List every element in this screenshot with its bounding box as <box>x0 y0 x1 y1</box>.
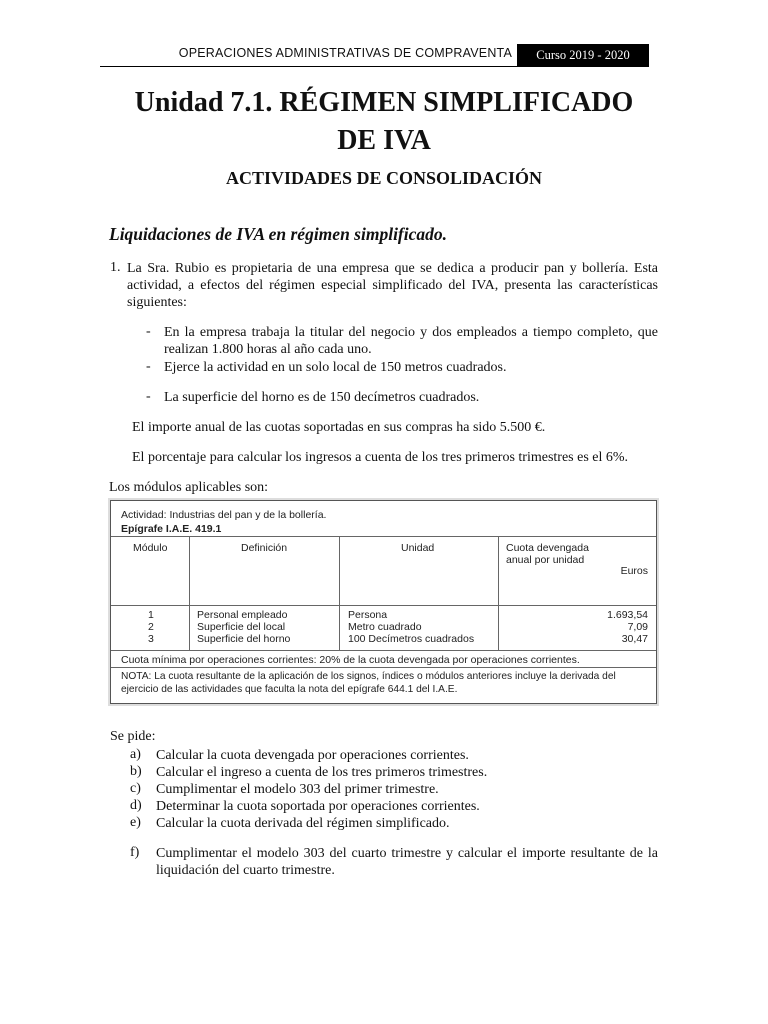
modules-intro: Los módulos aplicables son: <box>109 480 269 495</box>
table-cell-definicion: Superficie del horno <box>197 633 291 645</box>
column-header-euros: Euros <box>620 565 648 577</box>
bullet-mark: - <box>146 324 151 339</box>
column-divider <box>189 536 190 650</box>
exercise-intro: La Sra. Rubio es propietaria de una empresa que se dedica a producir pan y bollería. Esta actividad, a efectos del régimen especial simplificado del IVA, presenta las características siguientes: <box>127 261 658 310</box>
table-activity: Actividad: Industrias del pan y de la bollería. <box>121 509 327 521</box>
bullet-item: En la empresa trabaja la titular del negocio y dos empleados a tiempo completo, que realizan 1.800 horas al año cada uno. <box>164 325 658 357</box>
table-divider <box>111 650 656 651</box>
header-course-year: Curso 2019 - 2020 <box>517 44 649 67</box>
table-cell-cuota: 7,09 <box>627 621 648 633</box>
task-label: e) <box>130 815 141 830</box>
page-title <box>100 84 668 160</box>
table-cell-modulo: 1 <box>148 609 154 621</box>
page-header <box>100 44 649 67</box>
table-cell-unidad: Metro cuadrado <box>348 621 422 633</box>
table-cell-modulo: 3 <box>148 633 154 645</box>
task-text: Cumplimentar el modelo 303 del cuarto trimestre y calcular el importe resultante de la liquidación del cuarto trimestre. <box>156 846 658 878</box>
column-divider <box>339 536 340 650</box>
task-text: Determinar la cuota soportada por operaciones corrientes. <box>156 799 480 814</box>
bullet-mark: - <box>146 359 151 374</box>
table-note-line-2: ejercicio de las actividades que faculta la nota del epígrafe 644.1 del I.A.E. <box>121 684 458 695</box>
table-epigraph: Epígrafe I.A.E. 419.1 <box>121 523 222 535</box>
tasks-intro: Se pide: <box>110 729 156 744</box>
modules-table <box>110 500 657 704</box>
task-text: Calcular la cuota devengada por operaciones corrientes. <box>156 748 469 763</box>
table-cell-unidad: Persona <box>348 609 388 621</box>
table-divider <box>111 605 656 606</box>
exercise-number: 1. <box>110 260 121 275</box>
table-divider <box>111 667 656 668</box>
task-label: b) <box>130 764 142 779</box>
table-cell-unidad: 100 Decímetros cuadrados <box>348 633 475 645</box>
table-cell-definicion: Personal empleado <box>197 609 288 621</box>
column-header-definicion: Definición <box>241 542 288 554</box>
bullet-mark: - <box>146 389 151 404</box>
task-text: Calcular la cuota derivada del régimen simplificado. <box>156 816 450 831</box>
table-cell-definicion: Superficie del local <box>197 621 286 633</box>
table-note-line-1: NOTA: La cuota resultante de la aplicación de los signos, índices o módulos anteriores incluye la derivada del <box>121 671 616 682</box>
task-text: Calcular el ingreso a cuenta de los tres primeros trimestres. <box>156 765 488 780</box>
column-header-cuota: Cuota devengada <box>506 542 589 554</box>
bullet-item: Ejerce la actividad en un solo local de 150 metros cuadrados. <box>164 360 507 375</box>
column-header-cuota-sub: anual por unidad <box>506 554 585 566</box>
table-divider <box>111 536 656 537</box>
task-label: c) <box>130 781 141 796</box>
task-label: f) <box>130 845 140 860</box>
title-line-1: Unidad 7.1. RÉGIMEN SIMPLIFICADO <box>134 87 634 118</box>
header-course-title: OPERACIONES ADMINISTRATIVAS DE COMPRAVENTA <box>178 46 512 60</box>
title-line-2: DE IVA <box>337 125 431 156</box>
table-cell-modulo: 2 <box>148 621 154 633</box>
paragraph-supported-quotas: El importe anual de las cuotas soportadas en sus compras ha sido 5.500 €. <box>132 420 546 435</box>
table-cell-cuota: 30,47 <box>621 633 648 645</box>
column-header-unidad: Unidad <box>401 542 435 554</box>
paragraph-percentage: El porcentaje para calcular los ingresos a cuenta de los tres primeros trimestres es el 6%. <box>132 450 629 465</box>
column-divider <box>498 536 499 650</box>
table-min-quota: Cuota mínima por operaciones corrientes: 20% de la cuota devengada por operaciones corrientes. <box>121 654 580 666</box>
page-subtitle: ACTIVIDADES DE CONSOLIDACIÓN <box>225 168 543 188</box>
column-header-modulo: Módulo <box>133 542 168 554</box>
bullet-item: La superficie del horno es de 150 decímetros cuadrados. <box>164 390 480 405</box>
task-label: d) <box>130 798 142 813</box>
task-label: a) <box>130 747 141 762</box>
section-heading: Liquidaciones de IVA en régimen simplificado. <box>109 224 448 244</box>
table-cell-cuota: 1.693,54 <box>607 609 648 621</box>
task-text: Cumplimentar el modelo 303 del primer trimestre. <box>156 782 439 797</box>
